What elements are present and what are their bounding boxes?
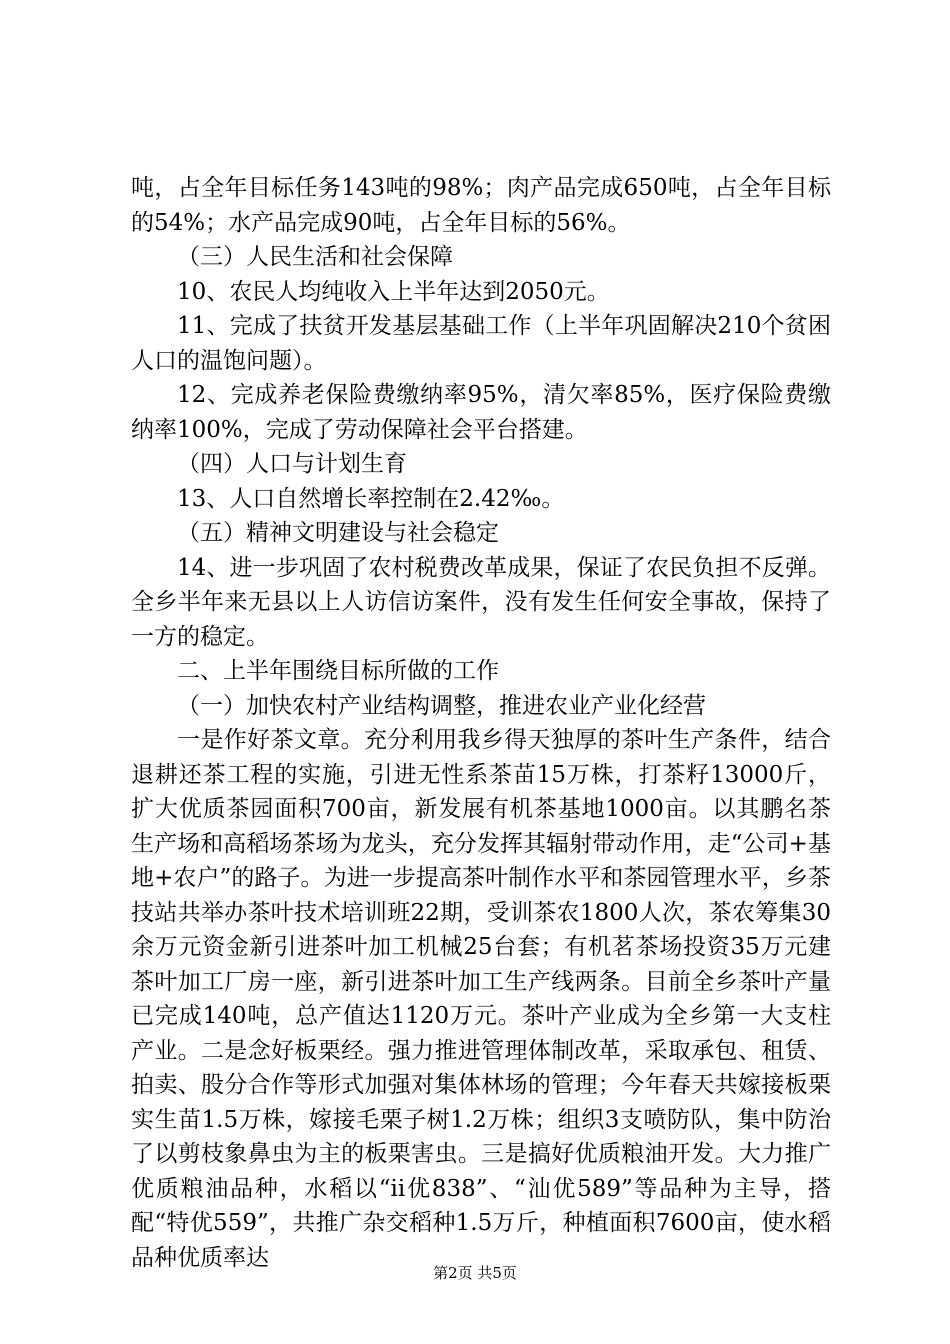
document-body <box>131 171 831 1275</box>
section-heading-population: （四）人口与计划生育 <box>177 451 407 477</box>
item-12-insurance: 12、完成养老保险费缴纳率95%，清欠率85%，医疗保险费缴纳率100%，完成了劳动保障社会平台搭建。 <box>131 382 831 443</box>
section-heading-civilization: （五）精神文明建设与社会稳定 <box>177 520 499 546</box>
paragraph-tea-chestnut-grain: 一是作好茶文章。充分利用我乡得天独厚的茶叶生产条件，结合退耕还茶工程的实施，引进无性系茶苗15万株，打茶籽13000斤，扩大优质茶园面积700亩，新发展有机茶基地1000亩。以其鹏名茶生产场和高稻场茶场为龙头，充分发挥其辐射带动作用，走“公司+基地+农户”的路子。为进一步提高茶叶制作水平和茶园管理水平，乡茶技站共举办茶叶技术培训班22期，受训茶农1800人次，茶农筹集30余万元资金新引进茶叶加工机械25台套；有机茗茶场投资35万元建茶叶加工厂房一座，新引进茶叶加工生产线两条。目前全乡茶叶产量已完成140吨，总产值达1120万元。茶叶产业成为全乡第一大支柱产业。二是念好板栗经。强力推进管理体制改革，采取承包、租赁、拍卖、股分合作等形式加强对集体林场的管理；今年春天共嫁接板栗实生苗1.5万株，嫁接毛栗子树1.2万株；组织3支喷防队，集中防治了以剪枝象鼻虫为主的板栗害虫。三是搞好优质粮油开发。大力推广优质粮油品种，水稻以“ii优838”、“汕优589”等品种为主导，搭配“特优559”，共推广杂交稻种1.5万斤，种植面积7600亩，使水稻品种优质率达 <box>131 727 831 1271</box>
item-13-population-growth: 13、人口自然增长率控制在2.42‰。 <box>177 485 565 512</box>
section-heading-industry-structure: （一）加快农村产业结构调整，推进农业产业化经营 <box>177 692 706 719</box>
item-14-stability: 14、进一步巩固了农村税费改革成果，保证了农民负担不反弹。全乡半年来无县以上人访信访案件，没有发生任何安全事故，保持了一方的稳定。 <box>131 554 831 650</box>
paragraph-continuation: 吨，占全年目标任务143吨的98%；肉产品完成650吨，占全年目标的54%；水产品完成90吨，占全年目标的56%。 <box>131 175 831 236</box>
page-footer: 第2页 共5页 <box>433 1264 517 1282</box>
chapter-heading-work-done: 二、上半年围绕目标所做的工作 <box>177 658 499 684</box>
section-heading-people-livelihood: （三）人民生活和社会保障 <box>177 244 453 270</box>
item-11-poverty: 11、完成了扶贫开发基层基础工作（上半年巩固解决210个贫困人口的温饱问题）。 <box>131 313 831 374</box>
item-10-income: 10、农民人均纯收入上半年达到2050元。 <box>177 278 610 305</box>
